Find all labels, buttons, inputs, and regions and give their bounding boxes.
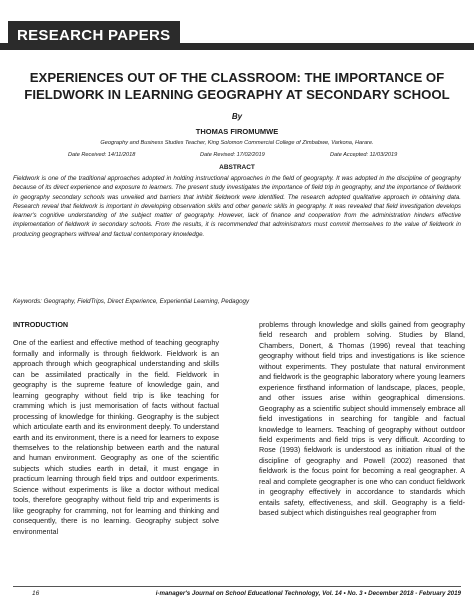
section-label: RESEARCH PAPERS (8, 21, 180, 48)
title-line-2: FIELDWORK IN LEARNING GEOGRAPHY AT SECONDARY SCHOOL (24, 87, 450, 102)
article-title (20, 69, 454, 103)
author-affiliation: Geography and Business Studies Teacher, King Solomon Commercial College of Zimbabwe, Varkona, Harare. (100, 140, 374, 146)
byline-label: By (231, 112, 243, 121)
left-column (13, 320, 219, 537)
right-column (259, 320, 465, 519)
date-accepted: Date Accepted: 11/03/2019 (330, 152, 398, 158)
footer-rule (13, 586, 461, 587)
abstract-text: Fieldwork is one of the traditional approaches adopted in holding instructional approaches in the field of geography. It was adopted in the discipline of geography because of its direct experience and exposure to learners. The present study investigates the importance of field trip in geography, and the importance of fieldwork in geography secondary schools was unveiled and barriers that inhibit fieldwork were identified. The research adopted qualitative approach in obtaining data. Research reveal that fieldwork is important in developing observation skills and other generic skills in geography. It was revealed that field investigation develops learner's cognitive understanding of the subject matter of geography. However, lack of finance and cooperation from the administration hinders effective implementation of fieldwork in secondary schools. From the results, it is recommended that administrators must commit themselves to the value of fieldwork in producing geographers withreal and factual contemporary knowledge. (13, 175, 461, 238)
page-number: 16 (32, 590, 40, 597)
author-name: THOMAS FIROMUMWE (195, 127, 279, 136)
journal-citation: i-manager's Journal on School Educational Technology, Vol. 14 • No. 3 • December 2018 - February 2019 (155, 590, 461, 597)
date-received: Date Received: 14/11/2018 (68, 152, 136, 158)
abstract-heading: ABSTRACT (219, 164, 255, 171)
left-column-body: One of the earliest and effective method of teaching geography formally and informally is through fieldwork. Fieldwork is an approach through which geographical understanding and skills can be assimilated practically in the field. Fieldwork in geography is the supreme feature of knowledge gain, and learning geography without field trip is like teaching for cramming which is just memorisation of facts without factual processing of knowledge for thinking. Geography is the subject which articulate earth and its environment deeply. To understand earth and its environment, there is a need for learners to expose themselves to the relationship between earth and the natural and human environment. Geography as one of the scientific subjects which studies earth in detail, it must engage in practicum learning through field trips and outdoor experiments. Science without experiments is like a doctor without medical tools, therefore geography without field trip and experiments is like geography for cramming, not for learning and thinking and consequently, there is no learning. Geography subject solve environmental (13, 338, 219, 536)
keywords: Keywords: Geography, FieldTrips, Direct Experience, Experiential Learning, Pedagogy (13, 298, 250, 305)
date-revised: Date Revised: 17/02/2019 (200, 152, 265, 158)
right-column-body: problems through knowledge and skills gained from geography field research and problem solving. Studies by Bland, Chambers, Donert, & Thomas (1996) reveal that teaching geography without field trips and investigations is like science without experiments. They postulate that natural environment and fieldwork is the geographic laboratory where young learners experience firsthand information of landscape, places, people, and other issues arise within geographical dimensions. Geography as a scientific subject should immensely embrace all field investigations in searching for tangible and factual knowledge to learners. Teaching of geography without outdoor field experiments and field trips is very difficult. According to Rose (1993) fieldwork is understood as initiation ritual of the discipline of geography and Powell (2002) reasoned that fieldwork is the focus point for becoming a real geographer. A real and complete geographer is one who can conduct fieldwork in geography effectively in accordance to standards which entails safety, effectiveness, and skill. Geography is a field-based subject which distinguishes real geographer from (259, 320, 465, 518)
title-line-1: EXPERIENCES OUT OF THE CLASSROOM: THE IMPORTANCE OF (29, 70, 445, 85)
introduction-heading: INTRODUCTION (13, 320, 69, 329)
